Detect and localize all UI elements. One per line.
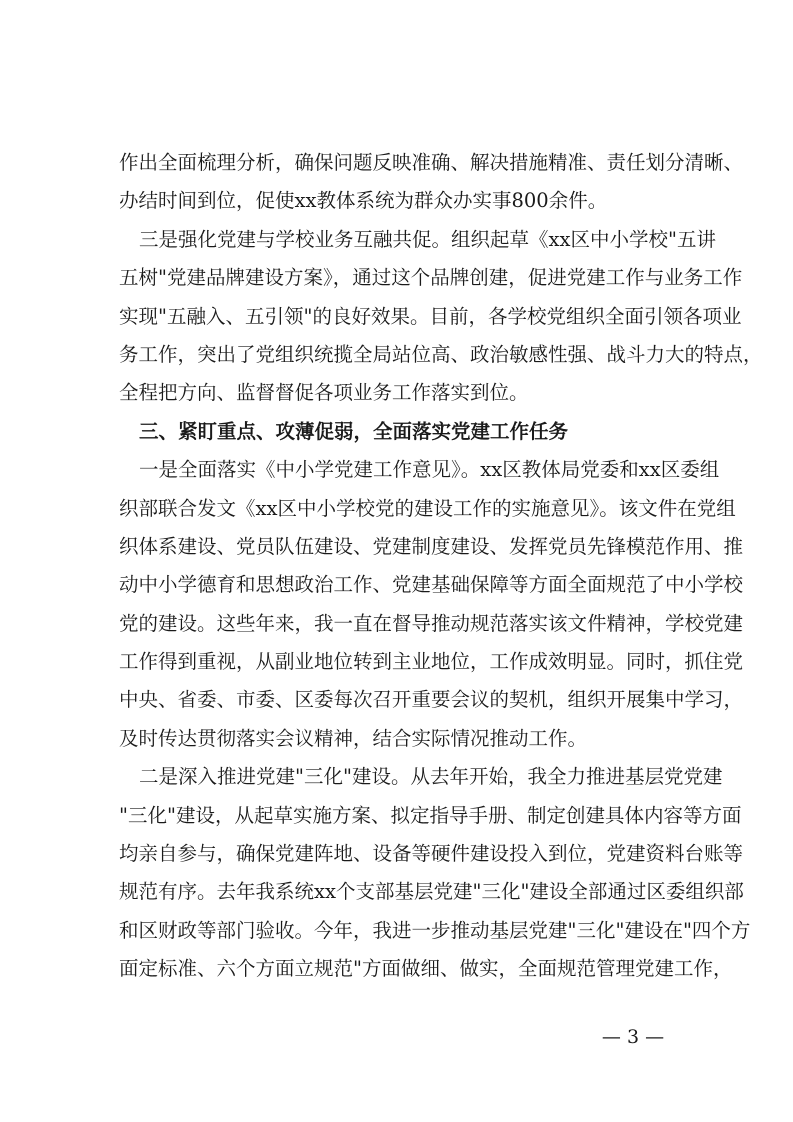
paragraph	[119, 451, 744, 758]
paragraph	[119, 758, 751, 988]
text-line: 织体系建设、党员队伍建设、党建制度建设、发挥党员先锋模范作用、推	[119, 534, 744, 558]
text-line: 工作得到重视，从副业地位转到主业地位，工作成效明显。同时，抓住党	[119, 650, 744, 674]
text-line: 实现"五融入、五引领"的良好效果。目前，各学校党组织全面引领各项业	[119, 304, 742, 328]
text-line: 面定标准、六个方面立规范"方面做细、做实，全面规范管理党建工作，	[119, 957, 733, 981]
text-line: 规范有序。去年我系统xx个支部基层党建"三化"建设全部通过区委组织部	[119, 880, 744, 904]
text-line: 全程把方向、监督督促各项业务工作落实到位。	[119, 381, 529, 405]
text-line: 和区财政等部门验收。今年，我进一步推动基层党建"三化"建设在"四个方	[119, 918, 751, 942]
text-line: 三、紧盯重点、攻薄促弱，全面落实党建工作任务	[139, 419, 569, 443]
text-line: 三是强化党建与学校业务互融共促。组织起草《xx区中小学校"五讲	[139, 227, 716, 251]
text-line: 五树"党建品牌建设方案》，通过这个品牌创建，促进党建工作与业务工作	[119, 266, 743, 290]
text-line: 中央、省委、市委、区委每次召开重要会议的契机，组织开展集中学习，	[119, 688, 744, 712]
section-heading	[119, 413, 672, 451]
page-number: — 3 —	[601, 1026, 665, 1048]
paragraph	[119, 221, 763, 413]
text-line: 党的建设。这些年来，我一直在督导推动规范落实该文件精神，学校党建	[119, 611, 744, 635]
text-line: 作出全面梳理分析，确保问题反映准确、解决措施精准、责任划分清晰、	[119, 151, 744, 174]
text-line: 二是深入推进党建"三化"建设。从去年开始，我全力推进基层党党建	[139, 765, 723, 789]
paragraph	[119, 144, 744, 221]
text-line: 均亲自参与，确保党建阵地、设备等硬件建设投入到位，党建资料台账等	[119, 842, 744, 866]
text-line: 一是全面落实《中小学党建工作意见》。xx区教体局党委和xx区委组	[139, 458, 720, 482]
text-line: 及时传达贯彻落实会议精神，结合实际情况推动工作。	[119, 726, 588, 750]
text-line: "三化"建设，从起草实施方案、拟定指导手册、制定创建具体内容等方面	[119, 803, 742, 827]
text-line: 织部联合发文《xx区中小学校党的建设工作的实施意见》。该文件在党组	[119, 496, 736, 520]
text-line: 办结时间到位，促使xx教体系统为群众办实事800余件。	[119, 189, 608, 213]
document-body	[119, 144, 763, 989]
text-line: 务工作，突出了党组织统揽全局站位高、政治敏感性强、战斗力大的特点，	[119, 342, 763, 366]
text-line: 动中小学德育和思想政治工作、党建基础保障等方面全面规范了中小学校	[119, 573, 744, 597]
